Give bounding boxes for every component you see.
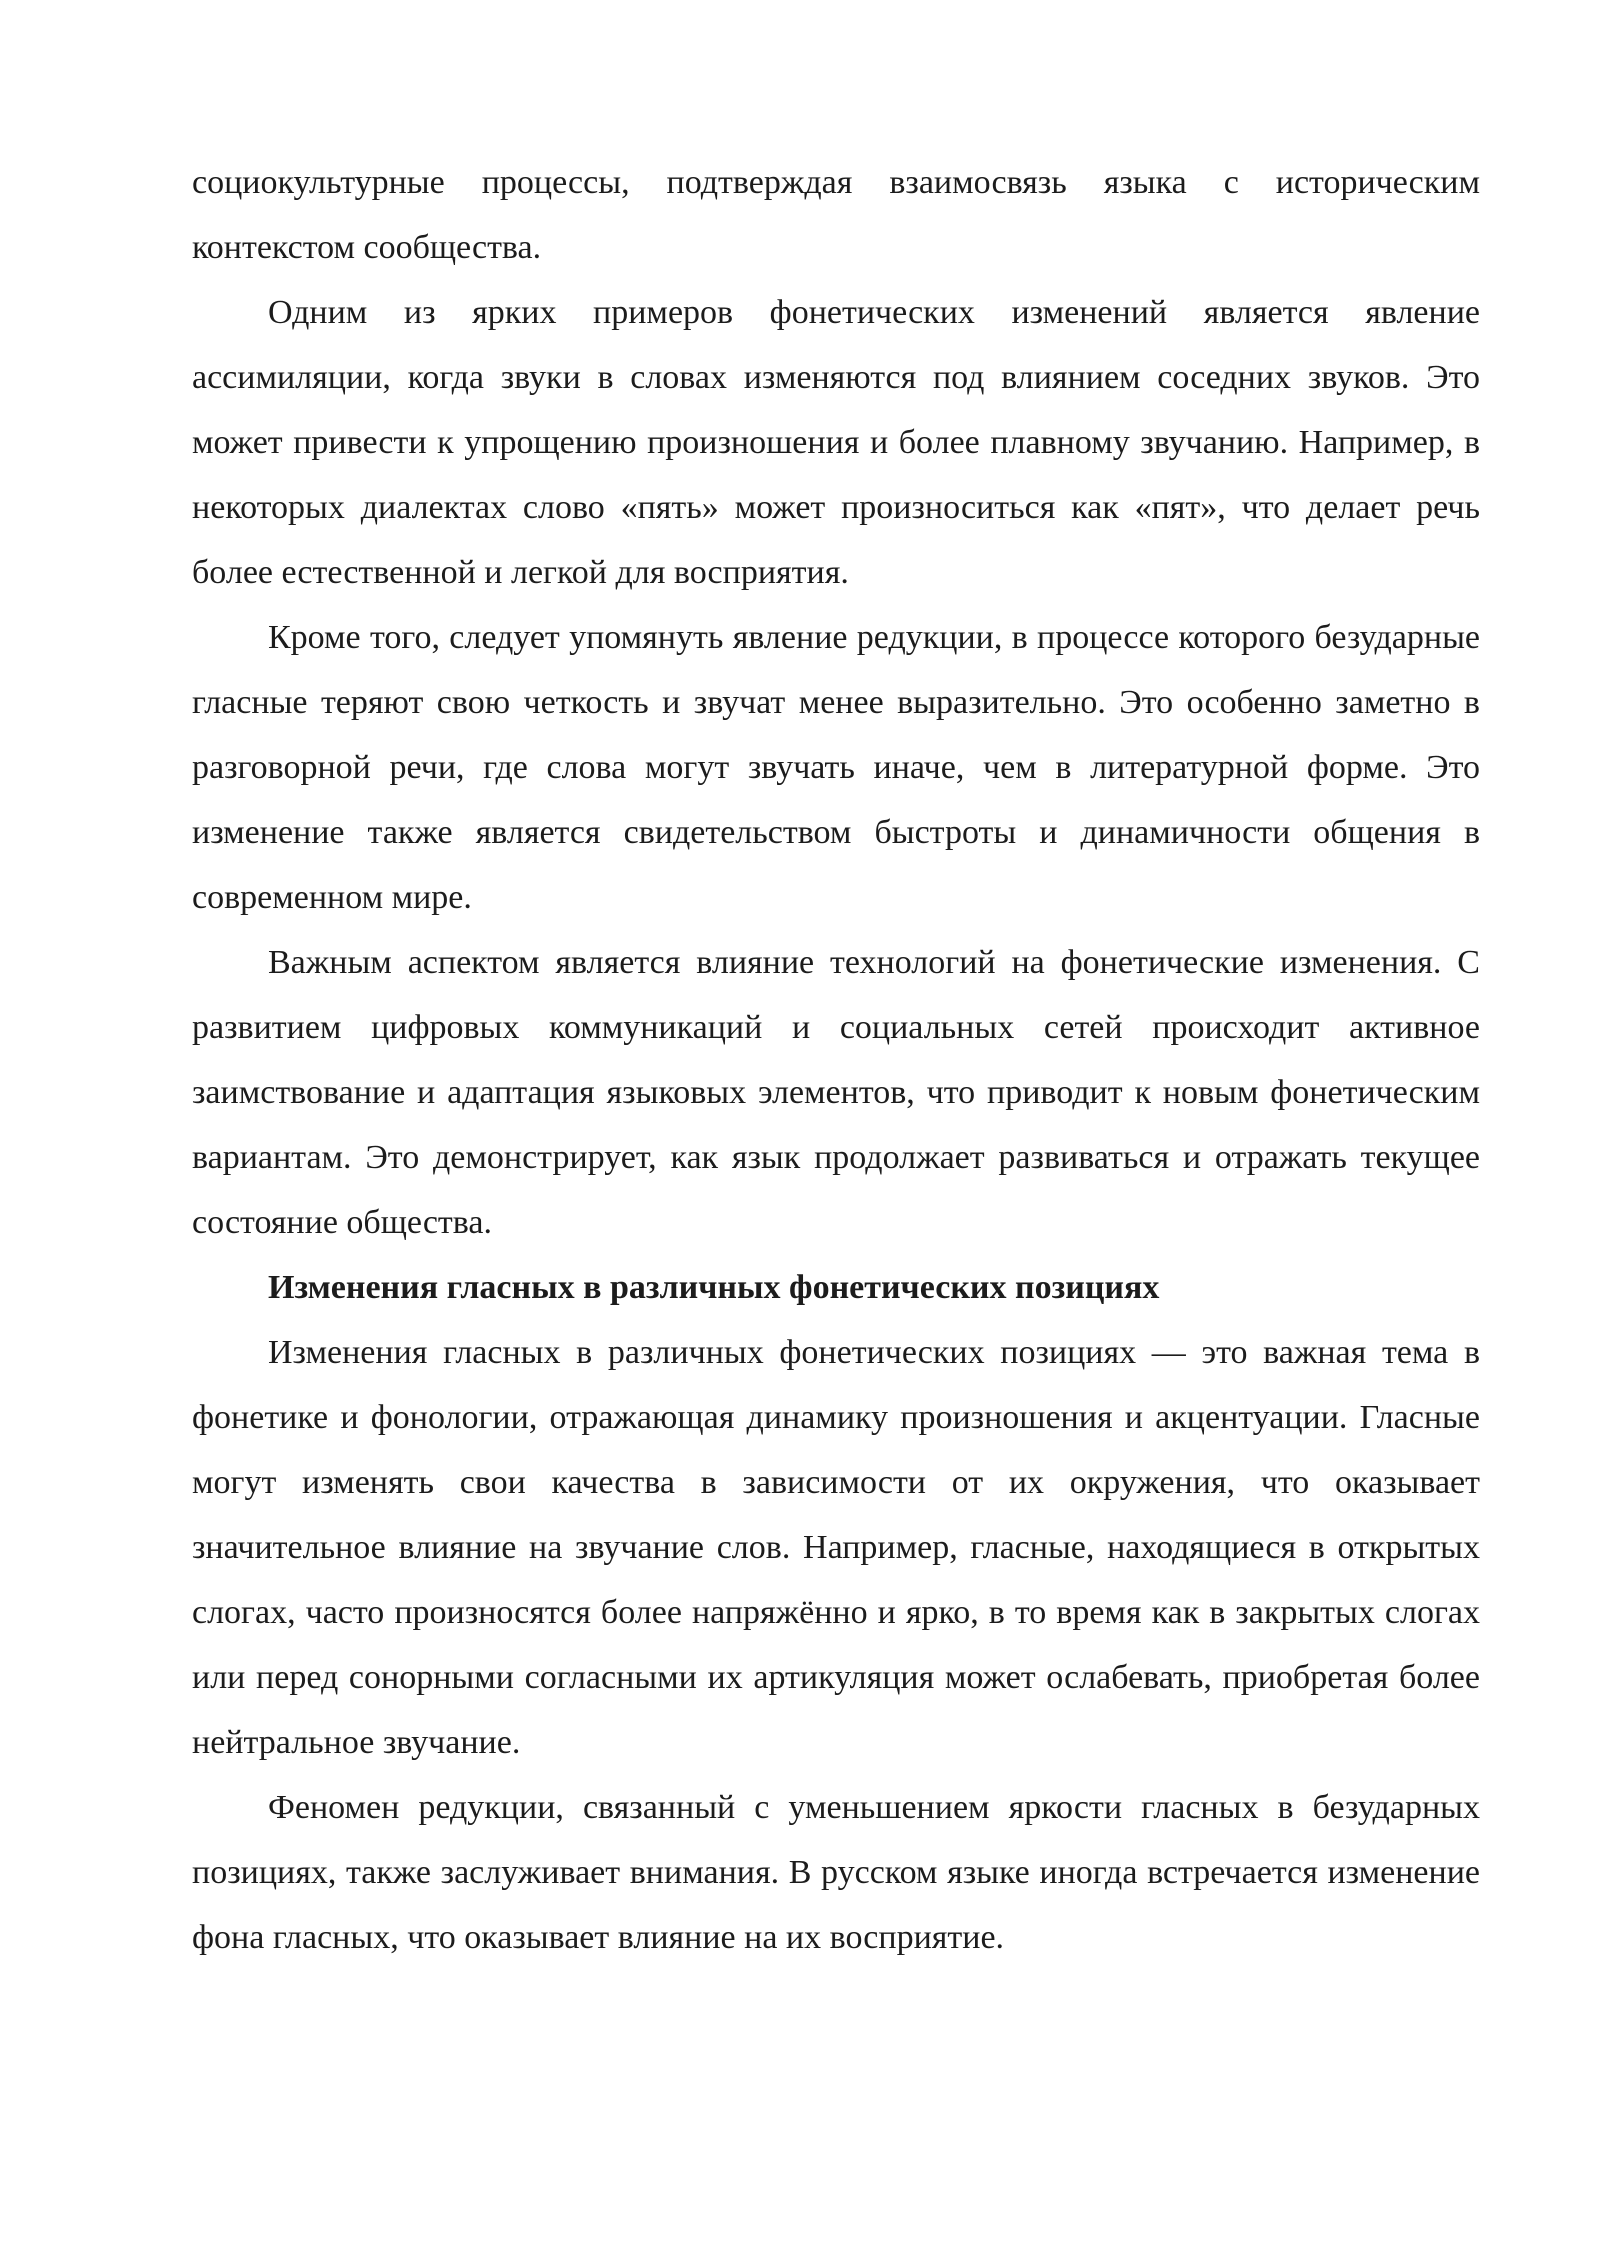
paragraph-technology: Важным аспектом является влияние технологий на фонетические изменения. С развитием цифровых коммуникаций и социальных сетей происходит активное заимствование и адаптация языковых элементов, что приводит к новым фонетическим вариантам. Это демонстрирует, как язык продолжает развиваться и отражать текущее состояние общества. <box>192 944 1480 1241</box>
section-heading: Изменения гласных в различных фонетических позициях <box>268 1269 1160 1306</box>
paragraph-reduction: Кроме того, следует упомянуть явление редукции, в процессе которого безударные гласные теряют свою четкость и звучат менее выразительно. Это особенно заметно в разговорной речи, где слова могут звучать иначе, чем в литературной форме. Это изменение также является свидетельством быстроты и динамичности общения в современном мире. <box>192 619 1480 916</box>
paragraph-reduction-phenomenon: Феномен редукции, связанный с уменьшением яркости гласных в безударных позициях, также заслуживает внимания. В русском языке иногда встречается изменение фона гласных, что оказывает влияние на их восприятие. <box>192 1789 1480 1956</box>
paragraph-continuation: социокультурные процессы, подтверждая взаимосвязь языка с историческим контекстом сообщества. <box>192 164 1480 266</box>
paragraph-vowel-changes: Изменения гласных в различных фонетических позициях — это важная тема в фонетике и фонологии, отражающая динамику произношения и акцентуации. Гласные могут изменять свои качества в зависимости от их окружения, что оказывает значительное влияние на звучание слов. Например, гласные, находящиеся в открытых слогах, часто произносятся более напряжённо и ярко, в то время как в закрытых слогах или перед сонорными согласными их артикуляция может ослабевать, приобретая более нейтральное звучание. <box>192 1334 1480 1761</box>
paragraph-assimilation: Одним из ярких примеров фонетических изменений является явление ассимиляции, когда звуки в словах изменяются под влиянием соседних звуков. Это может привести к упрощению произношения и более плавному звучанию. Например, в некоторых диалектах слово «пять» может произноситься как «пят», что делает речь более естественной и легкой для восприятия. <box>192 294 1480 591</box>
document-body <box>192 150 1480 1970</box>
